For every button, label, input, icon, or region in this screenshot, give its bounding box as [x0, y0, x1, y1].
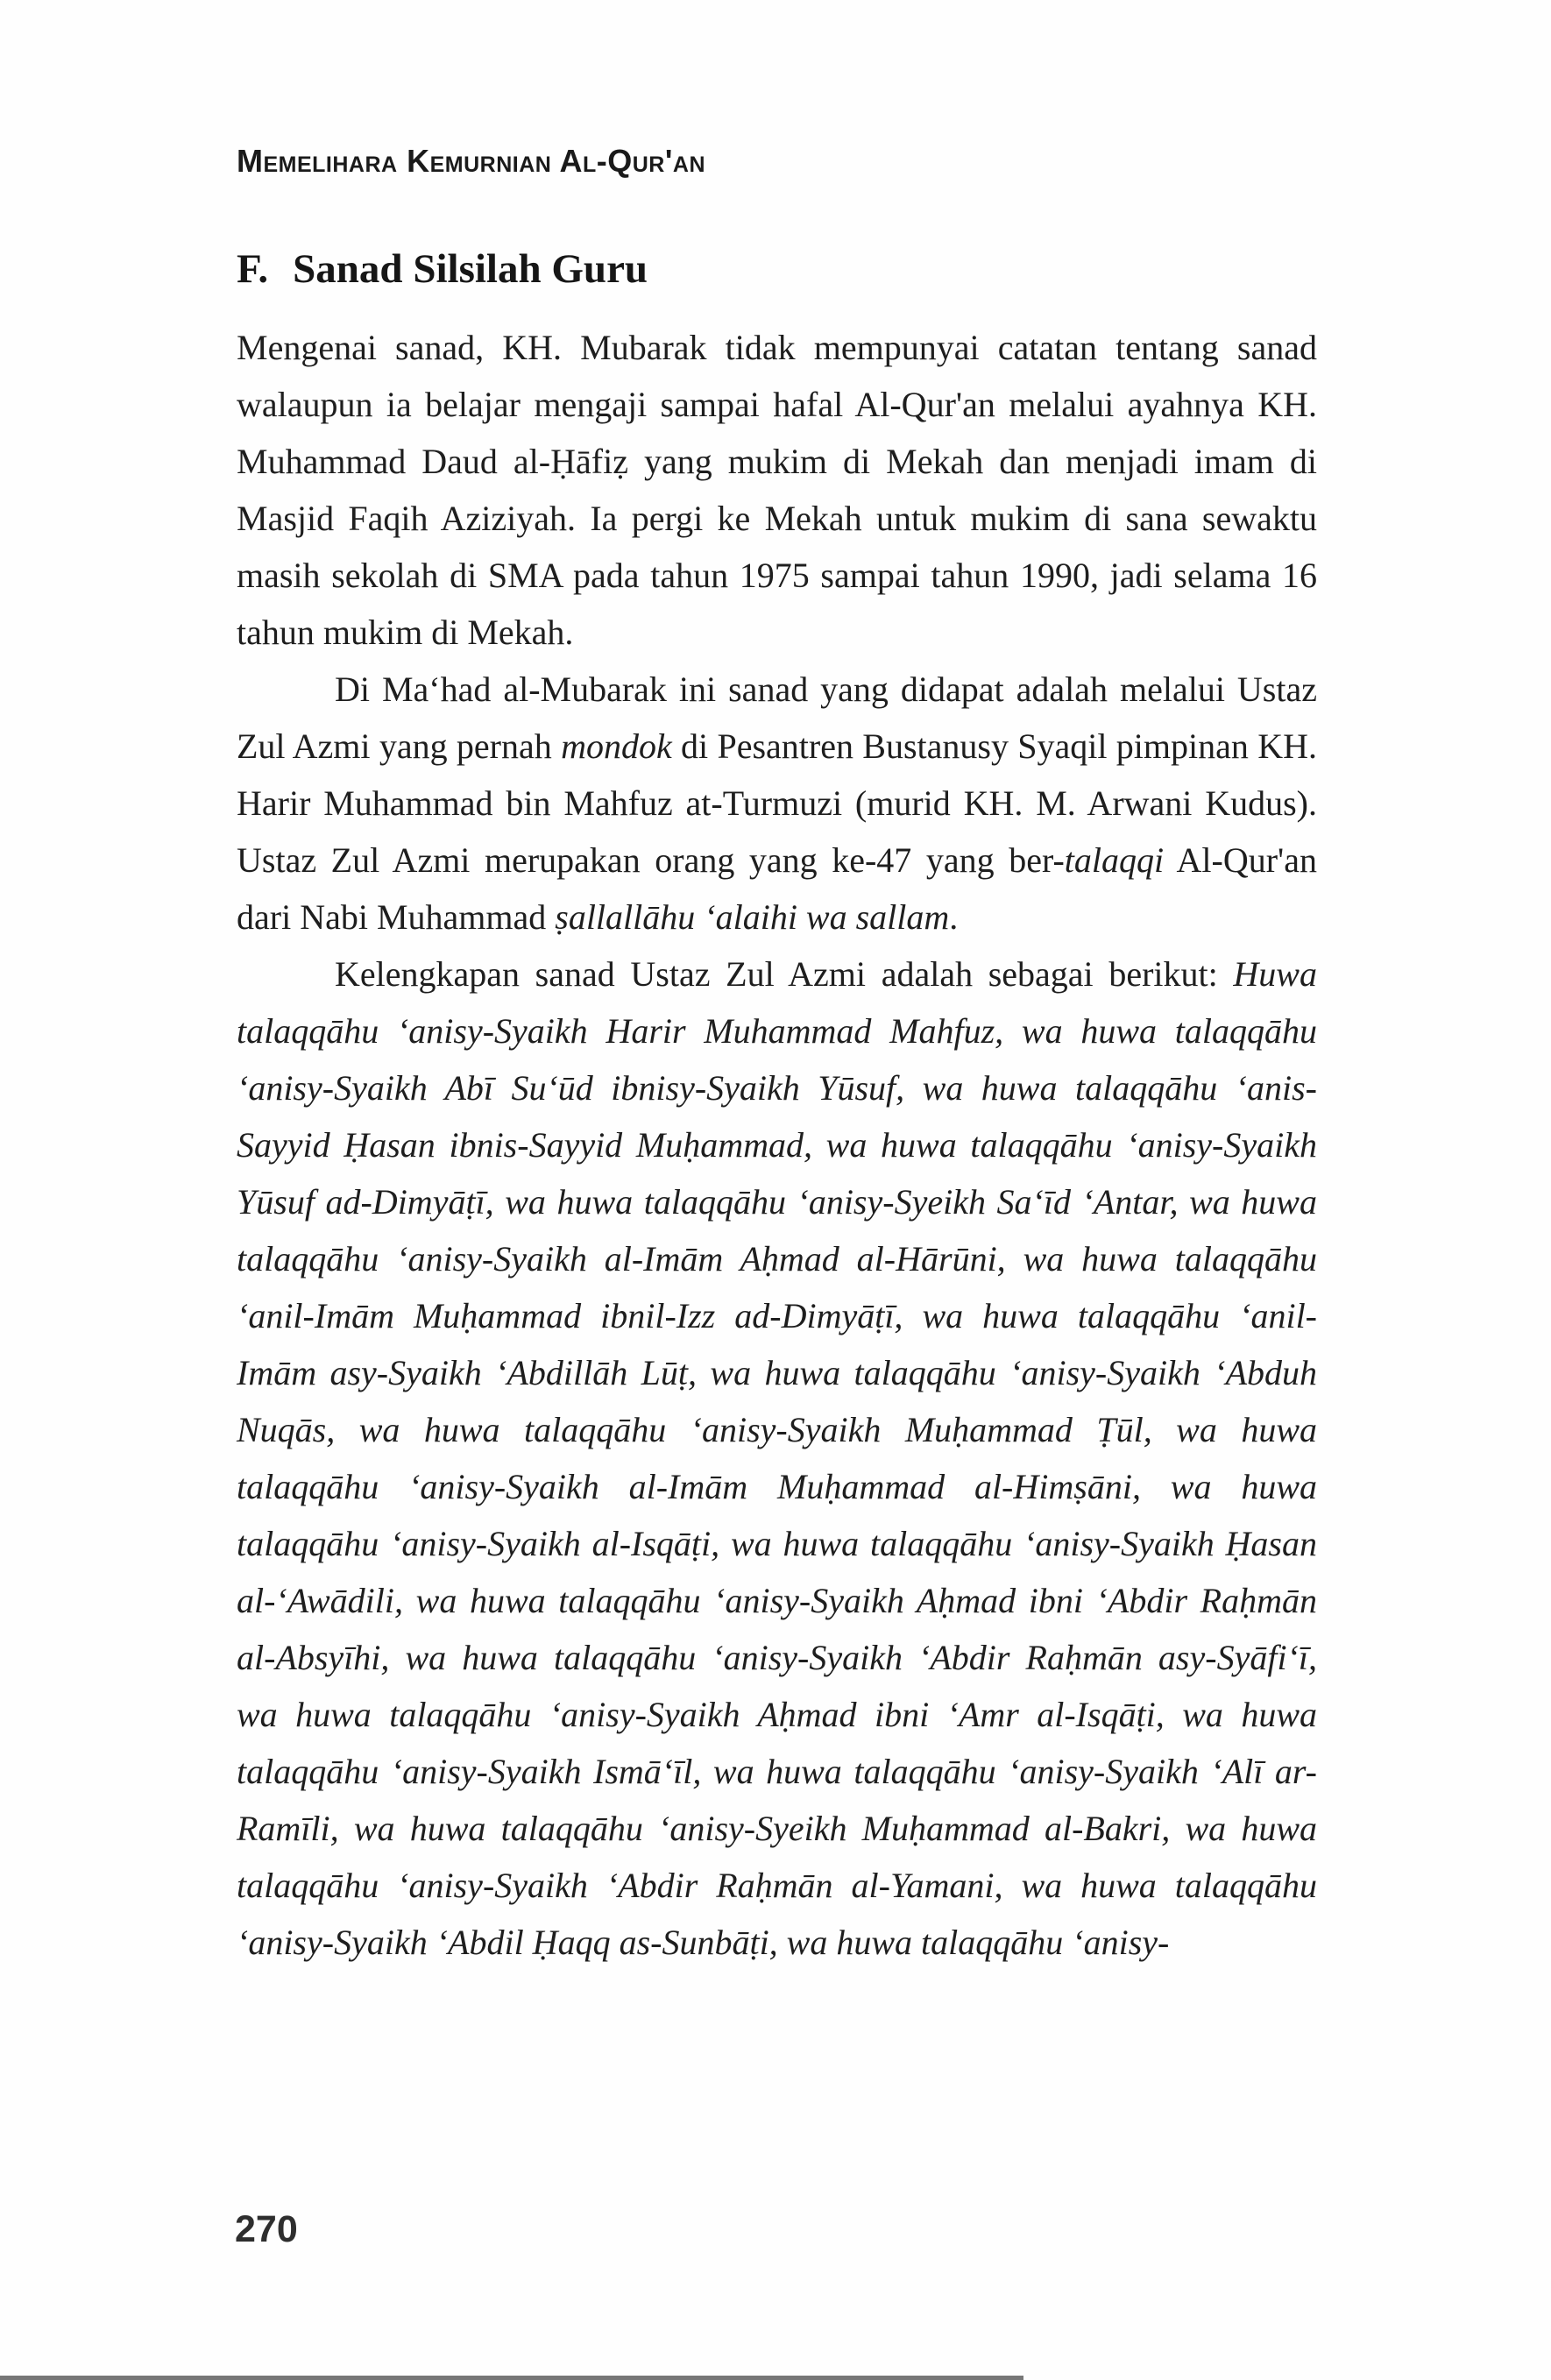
paragraph [237, 661, 1317, 946]
body-text [237, 319, 1317, 1971]
running-head: Memelihara Kemurnian Al-Qur'an [237, 143, 706, 179]
section-title: Sanad Silsilah Guru [293, 246, 648, 292]
text-segment: . [949, 897, 959, 937]
paragraph [237, 946, 1317, 1971]
paragraph [237, 319, 1317, 661]
text-segment-italic: talaqqi [1064, 840, 1165, 880]
text-segment-italic: ṣallallāhu ‘alaihi wa sallam [555, 897, 950, 937]
text-segment: di Pesantren Bustanusy Syaqil pimpinan KH. Harir Muhammad bin Mahfuz at-Turmuzi (murid KH. M. Arwani Kudus). Ustaz Zul Azmi merupakan orang yang ke-47 yang ber- [237, 726, 1317, 880]
text-segment: Mengenai sanad, KH. Mubarak tidak mempunyai catatan tentang sanad walaupun ia belajar mengaji sampai hafal Al-Qur'an melalui ayahnya KH. Muhammad Daud al-Ḥāfiẓ yang mukim di Mekah dan menjadi imam di Masjid Faqih Aziziyah. Ia pergi ke Mekah untuk mukim di sana sewaktu masih sekolah di SMA pada tahun 1975 sampai tahun 1990, jadi selama 16 tahun mukim di Mekah. [237, 328, 1317, 652]
text-segment-italic: mondok [561, 726, 672, 766]
text-segment-italic: Huwa talaqqāhu ‘anisy-Syaikh Harir Muhammad Mahfuz, wa huwa talaqqāhu ‘anisy-Syaikh Abī Su‘ūd ibnisy-Syaikh Yūsuf, wa huwa talaqqāhu ‘anis-Sayyid Ḥasan ibnis-Sayyid Muḥammad, wa huwa talaqqāhu ‘anisy-Syaikh Yūsuf ad-Dimyāṭī, wa huwa talaqqāhu ‘anisy-Syeikh Sa‘īd ‘Antar, wa huwa talaqqāhu ‘anisy-Syaikh al-Imām Aḥmad al-Hārūni, wa huwa talaqqāhu ‘anil-Imām Muḥammad ibnil-Izz ad-Dimyāṭī, wa huwa talaqqāhu ‘anil-Imām asy-Syaikh ‘Abdillāh Lūṭ, wa huwa talaqqāhu ‘anisy-Syaikh ‘Abduh Nuqās, wa huwa talaqqāhu ‘anisy-Syaikh Muḥammad Ṭūl, wa huwa talaqqāhu ‘anisy-Syaikh al-Imām Muḥammad al-Himṣāni, wa huwa talaqqāhu ‘anisy-Syaikh al-Isqāṭi, wa huwa talaqqāhu ‘anisy-Syaikh Ḥasan al-‘Awādili, wa huwa talaqqāhu ‘anisy-Syaikh Aḥmad ibni ‘Abdir Raḥmān al-Absyīhi, wa huwa talaqqāhu ‘anisy-Syaikh ‘Abdir Raḥmān asy-Syāfi‘ī, wa huwa talaqqāhu ‘anisy-Syaikh Aḥmad ibni ‘Amr al-Isqāṭi, wa huwa talaqqāhu ‘anisy-Syaikh Ismā‘īl, wa huwa talaqqāhu ‘anisy-Syaikh ‘Alī ar-Ramīli, wa huwa talaqqāhu ‘anisy-Syeikh Muḥammad al-Bakri, wa huwa talaqqāhu ‘anisy-Syaikh ‘Abdir Raḥmān al-Yamani, wa huwa talaqqāhu ‘anisy-Syaikh ‘Abdil Ḥaqq as-Sunbāṭi, wa huwa talaqqāhu ‘anisy- [237, 954, 1317, 1962]
text-segment: Al-Qur'an dari Nabi Muhammad [237, 840, 1317, 937]
section-heading [237, 245, 648, 293]
section-number: F. [237, 246, 269, 292]
text-segment: Kelengkapan sanad Ustaz Zul Azmi adalah sebagai berikut: [335, 954, 1234, 994]
page-number: 270 [235, 2208, 298, 2250]
text-segment: Di Ma‘had al-Mubarak ini sanad yang didapat adalah melalui Ustaz Zul Azmi yang pernah [237, 669, 1317, 766]
